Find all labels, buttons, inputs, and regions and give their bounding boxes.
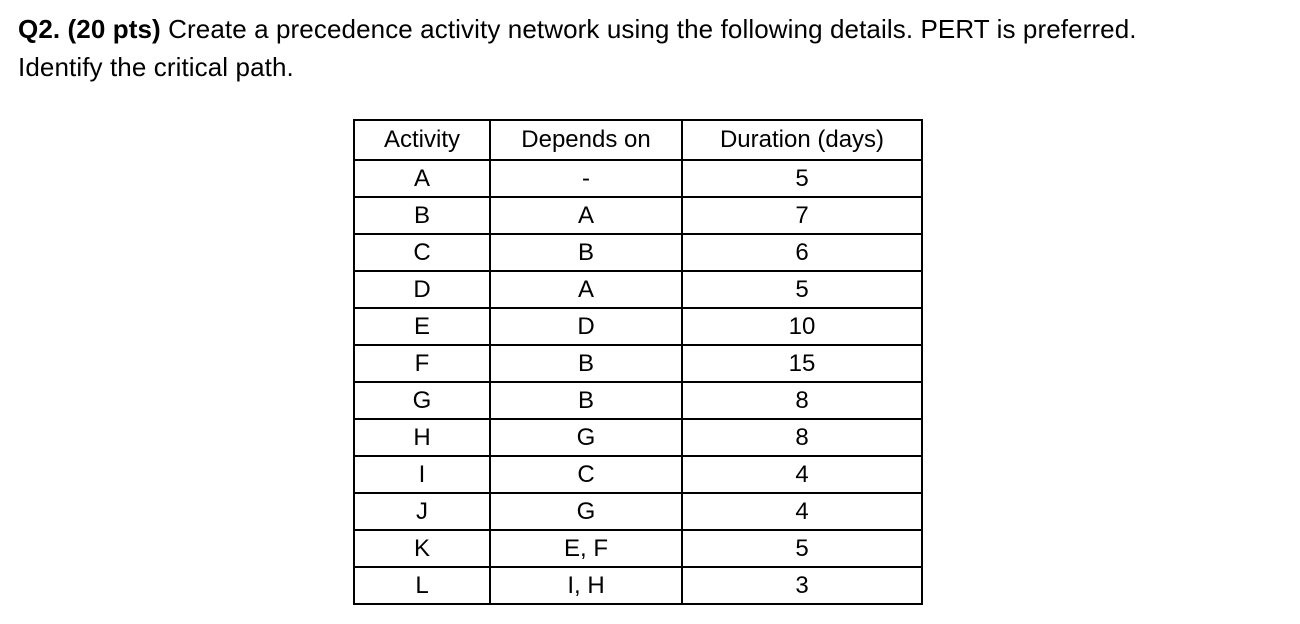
table-row [354, 308, 922, 345]
cell-depends-on: C [490, 456, 682, 493]
cell-depends-on: E, F [490, 530, 682, 567]
question-text [18, 10, 1288, 86]
cell-activity: D [354, 271, 490, 308]
cell-duration: 5 [682, 160, 922, 197]
cell-depends-on: G [490, 419, 682, 456]
header-duration: Duration (days) [682, 120, 922, 160]
cell-depends-on: A [490, 197, 682, 234]
cell-activity: J [354, 493, 490, 530]
cell-activity: I [354, 456, 490, 493]
question-label: Q2. (20 pts) [18, 14, 161, 44]
table-row [354, 382, 922, 419]
table-row [354, 419, 922, 456]
table-row [354, 197, 922, 234]
cell-duration: 5 [682, 271, 922, 308]
cell-depends-on: B [490, 382, 682, 419]
table-row [354, 530, 922, 567]
cell-duration: 7 [682, 197, 922, 234]
cell-activity: K [354, 530, 490, 567]
cell-duration: 5 [682, 530, 922, 567]
cell-activity: E [354, 308, 490, 345]
cell-duration: 4 [682, 493, 922, 530]
cell-depends-on: I, H [490, 567, 682, 604]
cell-activity: A [354, 160, 490, 197]
cell-duration: 8 [682, 419, 922, 456]
cell-duration: 3 [682, 567, 922, 604]
table-row [354, 345, 922, 382]
cell-activity: C [354, 234, 490, 271]
cell-duration: 6 [682, 234, 922, 271]
table-row [354, 271, 922, 308]
table-row [354, 493, 922, 530]
question-line1: Create a precedence activity network using the following details. PERT is preferred. [168, 14, 1137, 44]
cell-activity: B [354, 197, 490, 234]
cell-depends-on: G [490, 493, 682, 530]
cell-activity: H [354, 419, 490, 456]
cell-depends-on: B [490, 234, 682, 271]
cell-activity: G [354, 382, 490, 419]
header-activity: Activity [354, 120, 490, 160]
cell-depends-on: - [490, 160, 682, 197]
cell-depends-on: B [490, 345, 682, 382]
cell-duration: 10 [682, 308, 922, 345]
cell-duration: 4 [682, 456, 922, 493]
header-depends-on: Depends on [490, 120, 682, 160]
table-row [354, 456, 922, 493]
cell-duration: 15 [682, 345, 922, 382]
cell-activity: F [354, 345, 490, 382]
cell-depends-on: D [490, 308, 682, 345]
activity-table [353, 119, 923, 605]
table-row [354, 234, 922, 271]
cell-duration: 8 [682, 382, 922, 419]
table-header-row [354, 120, 922, 160]
table-row [354, 567, 922, 604]
cell-depends-on: A [490, 271, 682, 308]
question-line2: Identify the critical path. [18, 52, 294, 82]
table-row [354, 160, 922, 197]
cell-activity: L [354, 567, 490, 604]
